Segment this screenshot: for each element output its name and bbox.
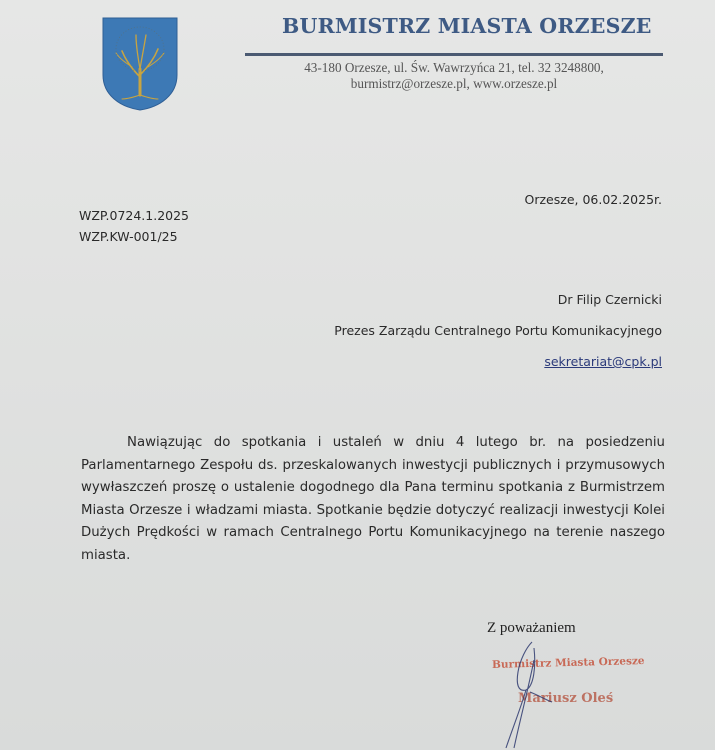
recipient-position: Prezes Zarządu Centralnego Portu Komunikacyjnego [334, 323, 662, 338]
reference-number-2: WZP.KW-001/25 [79, 229, 178, 244]
address-line-1: 43-180 Orzesze, ul. Św. Wawrzyńca 21, tel. 32 3248800, [304, 60, 604, 75]
coat-of-arms-tree-icon [102, 17, 178, 111]
stamp-title: Burmistrz Miasta Orzesze [491, 655, 645, 671]
place-date: Orzesze, 06.02.2025r. [524, 192, 662, 207]
handwritten-signature-icon [500, 640, 580, 750]
closing-salutation: Z poważaniem [487, 620, 576, 636]
letter-body [81, 432, 665, 568]
recipient-name: Dr Filip Czernicki [557, 292, 662, 307]
letterhead-title: BURMISTRZ MIASTA ORZESZE [282, 14, 652, 38]
address-line-2: burmistrz@orzesze.pl, www.orzesze.pl [350, 76, 558, 91]
body-paragraph: Nawiązując do spotkania i ustaleń w dniu 4 lutego br. na posiedzeniu Parlamentarnego Zespołu ds. przeskalowanych inwestycji publicznych i przymusowych wywłaszczeń proszę o ustalenie dogodnego dla Pana terminu spotkania z Burmistrzem Miasta Orzesze i władzami miasta. Spotkanie będzie dotyczyć realizacji inwestycji Kolei Dużych Prędkości w ramach Centralnego Portu Komunikacyjnego na terenie naszego miasta. [81, 435, 665, 563]
stamp-name: Mariusz Oleś [518, 691, 614, 706]
recipient-email-link[interactable]: sekretariat@cpk.pl [544, 354, 662, 369]
letterhead-divider [245, 53, 663, 56]
reference-number-1: WZP.0724.1.2025 [79, 208, 190, 223]
letterhead-address [245, 60, 663, 92]
